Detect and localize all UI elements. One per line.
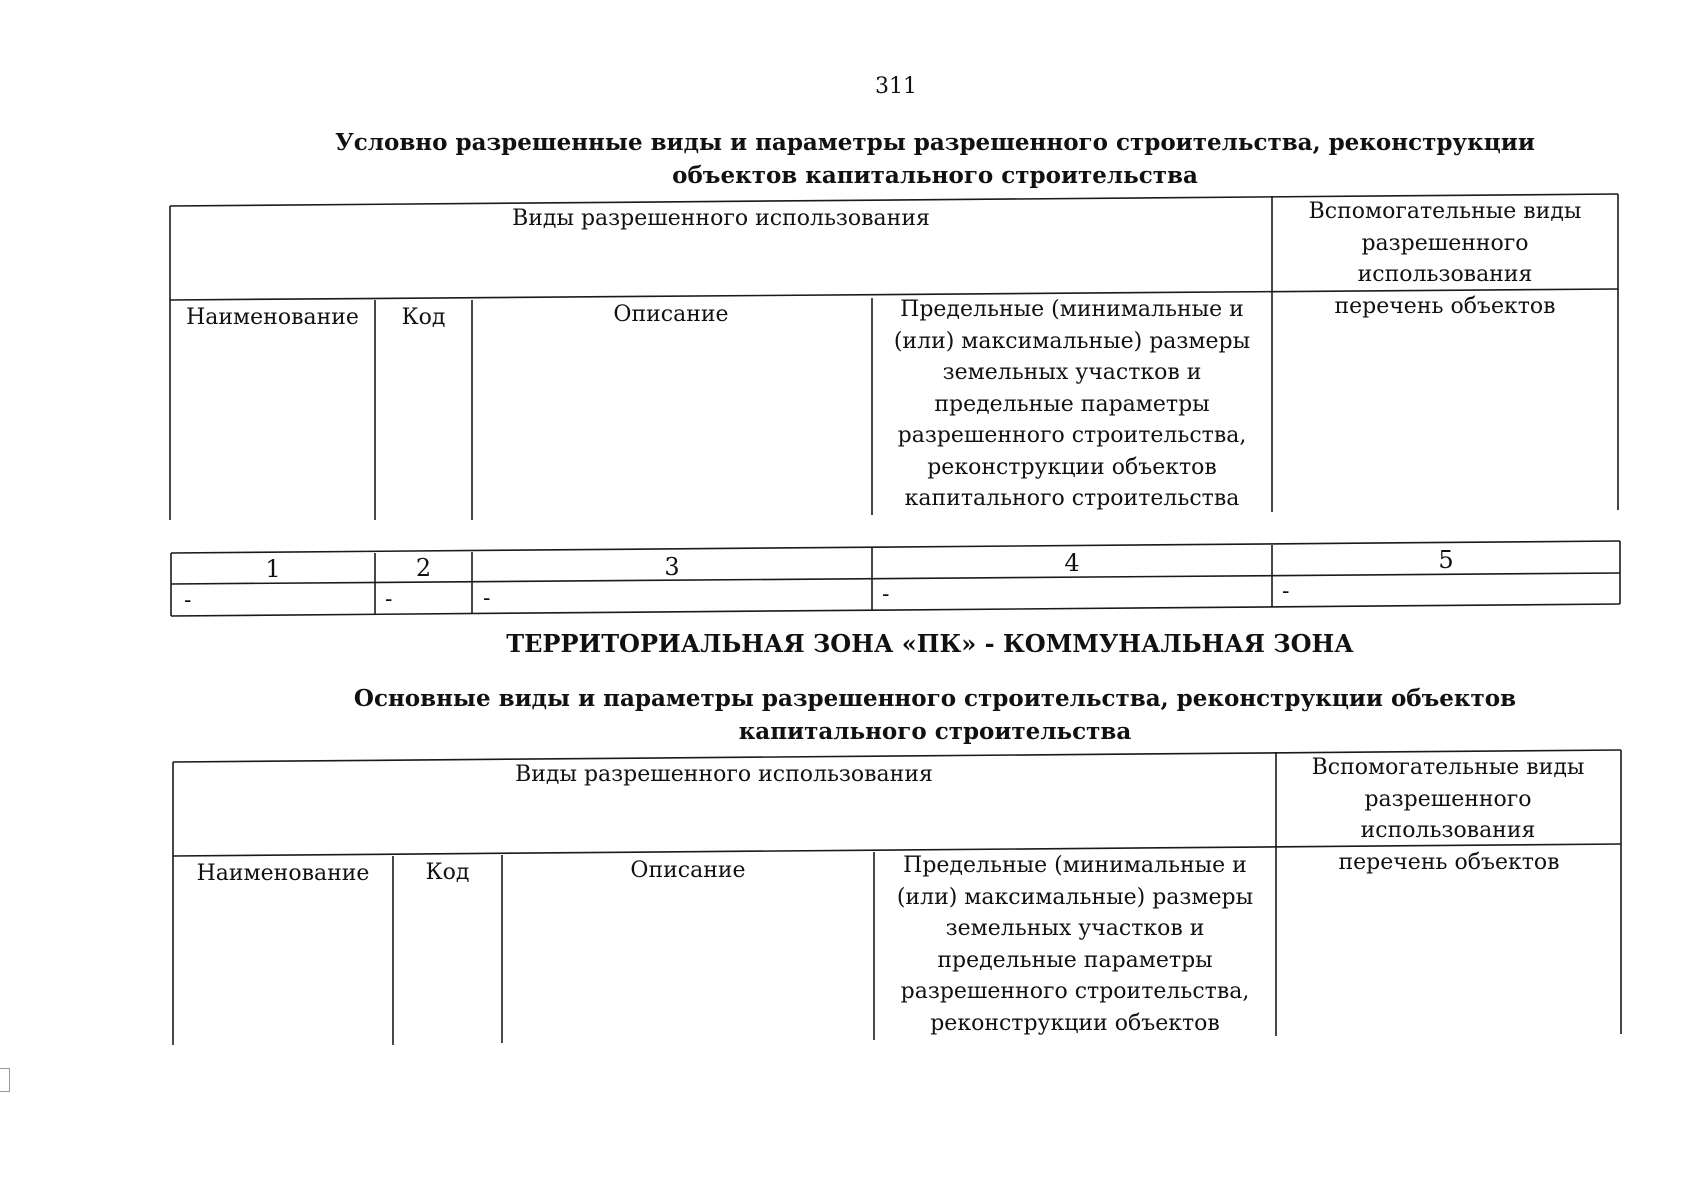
value-cell-3: -	[483, 586, 491, 611]
value-cell-2: -	[385, 587, 393, 612]
table1-col-name: Наименование	[186, 305, 359, 330]
table2-group-header: Виды разрешенного использования	[515, 762, 933, 787]
index-cell-2: 2	[415, 554, 432, 582]
table1-col-code: Код	[401, 305, 446, 330]
table2-col-limits: Предельные (минимальные и (или) максимальные) размеры земельных участков и предельные параметры разрешенного строительства, реконструкции объектов	[896, 853, 1254, 1036]
table1-col-objects: перечень объектов	[1334, 294, 1556, 319]
table2-col-description: Описание	[630, 858, 746, 883]
index-cell-4: 4	[1064, 549, 1080, 577]
section2-heading: Основные виды и параметры разрешенного строительства, реконструкции объектов капитального строительства	[353, 685, 1517, 745]
index-cell-5: 5	[1438, 546, 1454, 574]
section1-heading: Условно разрешенные виды и параметры разрешенного строительства, реконструкции объектов капитального строительства	[335, 129, 1535, 189]
index-cell-3: 3	[664, 553, 680, 581]
zone-title: ТЕРРИТОРИАЛЬНАЯ ЗОНА «ПК» - КОММУНАЛЬНАЯ ЗОНА	[506, 629, 1354, 658]
page-number: 311	[875, 74, 917, 99]
table1-group-header: Виды разрешенного использования	[512, 206, 930, 231]
table2-col-code: Код	[425, 860, 470, 885]
index-cell-1: 1	[265, 555, 281, 583]
table1-col-limits: Предельные (минимальные и (или) максимальные) размеры земельных участков и предельные параметры разрешенного строительства, реконструкции объектов капитального строительства	[893, 297, 1251, 511]
scan-edge-mark	[0, 1068, 10, 1092]
table2-aux-header: Вспомогательные виды разрешенного использования	[1311, 755, 1585, 843]
table2-col-name: Наименование	[196, 861, 370, 886]
value-cell-4: -	[882, 582, 890, 607]
table1-aux-header: Вспомогательные виды разрешенного использования	[1308, 199, 1582, 287]
table2-col-objects: перечень объектов	[1338, 850, 1560, 875]
value-cell-1: -	[184, 588, 192, 613]
table1-col-description: Описание	[613, 302, 729, 327]
value-cell-5: -	[1282, 579, 1290, 604]
